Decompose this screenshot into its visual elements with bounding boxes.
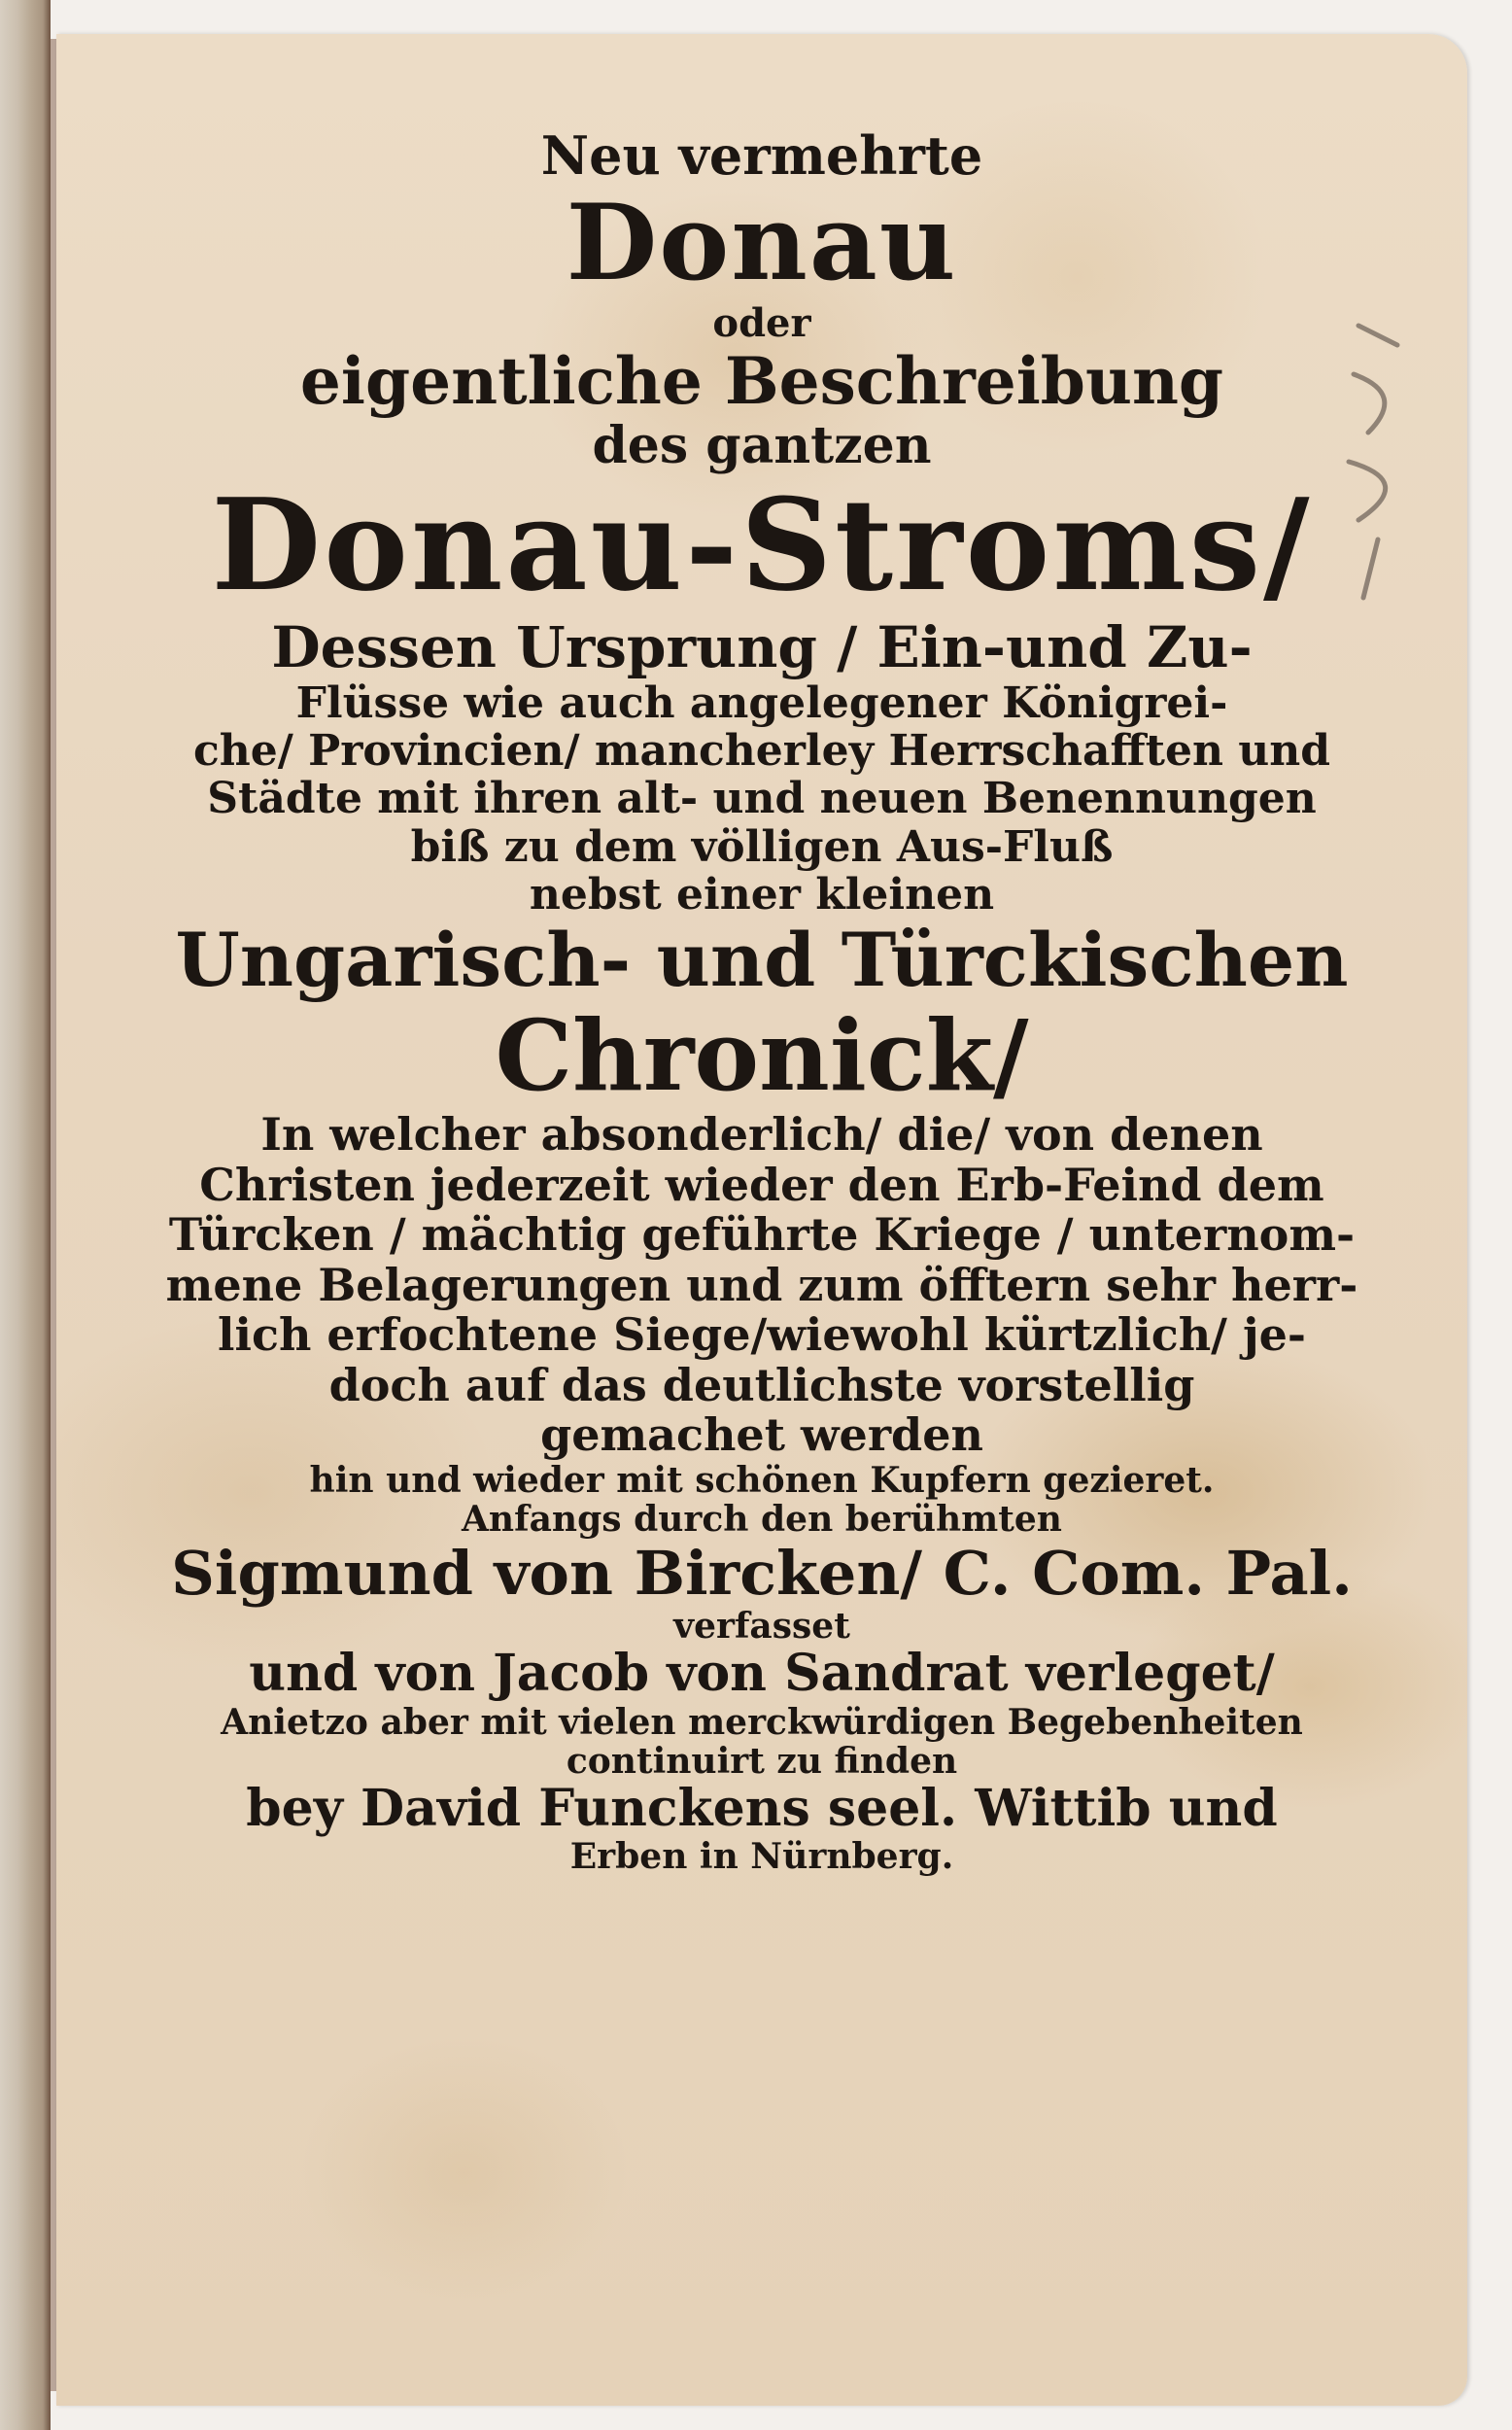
title-line-17: Türcken / mächtig geführte Kriege / unternom-: [168, 1208, 1356, 1262]
title-line-7: Dessen Ursprung / Ein-und Zu-: [271, 613, 1253, 680]
title-line-12: nebst einer kleinen: [529, 869, 995, 920]
title-line-5: des gantzen: [592, 416, 932, 476]
book-binding: [0, 0, 51, 2430]
title-line-20: doch auf das deutlichste vorstellig: [328, 1358, 1195, 1411]
title-text-block: [56, 126, 1467, 1877]
title-line-24: Sigmund von Bircken/ C. Com. Pal.: [171, 1537, 1353, 1609]
title-line-30: Erben in Nürnberg.: [569, 1836, 954, 1878]
title-line-11: biß zu dem völligen Aus-Fluß: [410, 821, 1114, 872]
title-line-13: Ungarisch- und Türckischen: [175, 917, 1349, 1004]
title-line-8: Flüsse wie auch angelegener Königrei-: [295, 677, 1228, 728]
title-line-4: eigentliche Beschreibung: [299, 343, 1224, 420]
title-line-16: Christen jederzeit wieder den Erb-Feind dem: [199, 1158, 1324, 1211]
title-line-23: Anfangs durch den berühmten: [462, 1499, 1062, 1541]
title-line-22: hin und wieder mit schönen Kupfern gezieret.: [309, 1459, 1215, 1501]
title-line-18: mene Belagerungen und zum öfftern sehr herr-: [165, 1258, 1358, 1311]
title-line-15: In welcher absonderlich/ die/ von denen: [260, 1108, 1263, 1162]
title-line-3: oder: [712, 300, 811, 347]
title-line-27: Anietzo aber mit vielen merckwürdigen Begebenheiten: [221, 1701, 1303, 1743]
title-page: [56, 34, 1467, 2406]
title-line-19: lich erfochtene Siege/wiewohl kürtzlich/ je-: [218, 1308, 1306, 1362]
handwritten-marginal-mark: [1320, 316, 1436, 608]
title-line-1: Neu vermehrte: [540, 124, 983, 187]
title-line-21: gemachet werden: [540, 1408, 983, 1462]
title-line-29: bey David Funckens seel. Wittib und: [246, 1779, 1278, 1839]
title-line-14: Chronick/: [495, 998, 1029, 1114]
title-line-9: che/ Provincien/ mancherley Herrschafften und: [192, 726, 1331, 777]
title-line-28: continuirt zu finden: [566, 1740, 958, 1782]
title-line-10: Städte mit ihren alt- und neuen Benennungen: [207, 774, 1317, 824]
title-line-26: und von Jacob von Sandrat verleget/: [249, 1644, 1275, 1704]
title-line-25: verfasset: [673, 1606, 850, 1648]
title-line-2: Donau: [566, 182, 958, 305]
title-line-6: Donau-Stroms/: [211, 470, 1313, 620]
